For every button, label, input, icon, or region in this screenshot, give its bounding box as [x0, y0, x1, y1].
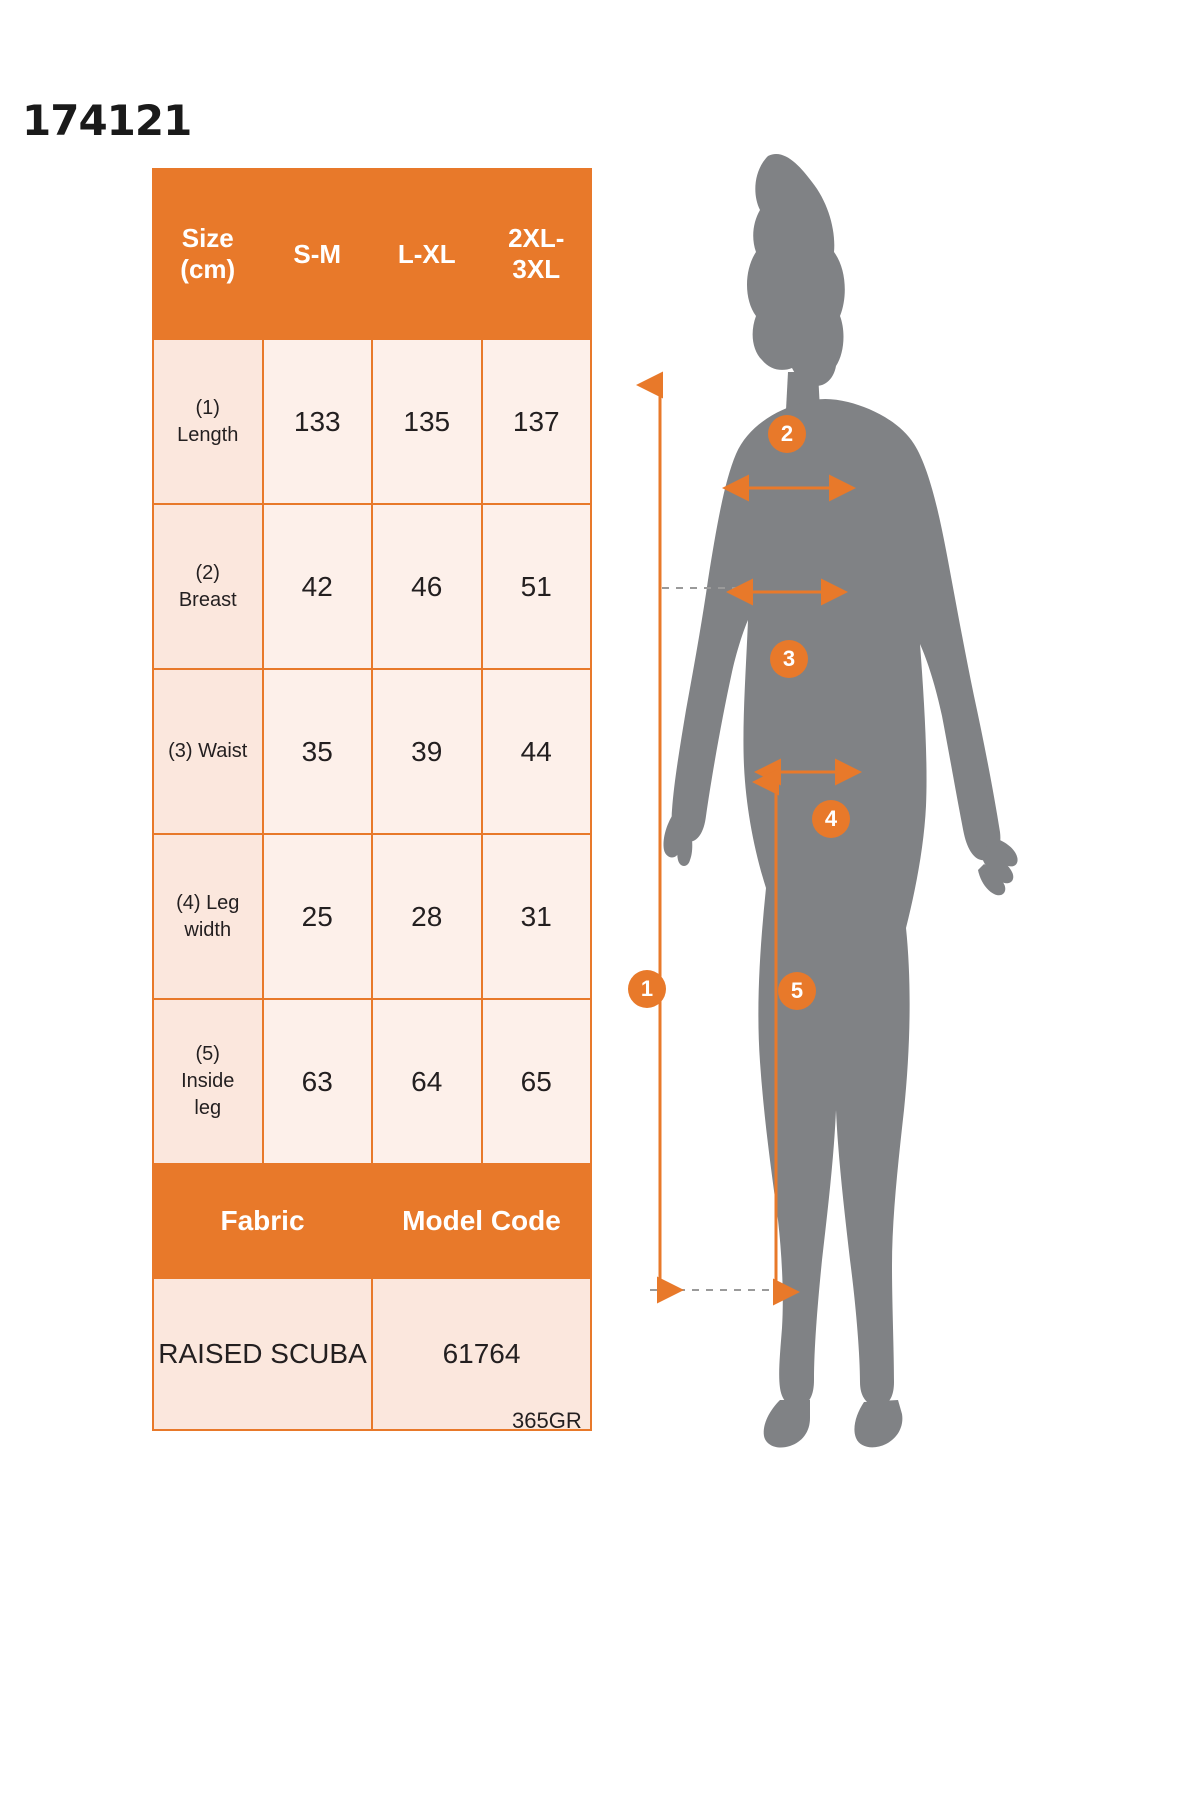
table-header-row: [153, 169, 591, 339]
cell-leg-width-s-m: 25: [263, 834, 373, 999]
badge-5: 5: [778, 972, 816, 1010]
header-model-code: Model Code: [372, 1164, 591, 1278]
cell-length-s-m: 133: [263, 339, 373, 504]
row-label-breast-line1: (2): [195, 561, 220, 584]
cell-fabric-value: RAISED SCUBA: [153, 1278, 372, 1430]
header-col3-line1: 2XL-: [508, 223, 565, 254]
cell-inside-leg-l-xl: 64: [372, 999, 482, 1164]
row-label-length-line1: (1): [195, 396, 220, 419]
row-label-breast-line2: Breast: [178, 588, 237, 611]
header-size-cm: [153, 169, 263, 339]
row-label-leg-width: [153, 834, 263, 999]
table-row: [153, 999, 591, 1164]
header-size-line2: (cm): [180, 254, 236, 284]
table-row: [153, 669, 591, 834]
header-col-2xl-3xl: [482, 169, 592, 339]
cell-breast-2xl-3xl: 51: [482, 504, 592, 669]
row-label-breast: [153, 504, 263, 669]
cell-model-code-value: 61764: [372, 1278, 591, 1430]
cell-breast-l-xl: 46: [372, 504, 482, 669]
cell-length-2xl-3xl: 137: [482, 339, 592, 504]
row-label-inside-leg-line3: leg: [194, 1097, 222, 1119]
gsm-note: 365GR: [512, 1408, 582, 1433]
female-silhouette-diagram: [620, 110, 1050, 1470]
table-row: [153, 834, 591, 999]
cell-leg-width-2xl-3xl: 31: [482, 834, 592, 999]
header-col3-line2: 3XL: [512, 254, 561, 284]
row-label-length: [153, 339, 263, 504]
header-fabric: Fabric: [153, 1164, 372, 1278]
product-code: 174121: [22, 96, 192, 145]
cell-waist-s-m: 35: [263, 669, 373, 834]
badge-4: 4: [812, 800, 850, 838]
cell-waist-l-xl: 39: [372, 669, 482, 834]
row-label-length-line2: Length: [177, 423, 239, 446]
table-row: [153, 504, 591, 669]
fabric-header-row: [153, 1164, 591, 1278]
badge-2: 2: [768, 415, 806, 453]
cell-length-l-xl: 135: [372, 339, 482, 504]
row-label-inside-leg-line2: Inside: [181, 1070, 235, 1092]
badge-3: 3: [770, 640, 808, 678]
row-label-waist-line1: (3) Waist: [168, 740, 248, 762]
header-col-l-xl: L-XL: [372, 169, 482, 339]
measurement-figure: [620, 110, 1050, 1470]
row-label-inside-leg: [153, 999, 263, 1164]
header-size-line1: Size: [181, 223, 234, 254]
cell-waist-2xl-3xl: 44: [482, 669, 592, 834]
cell-breast-s-m: 42: [263, 504, 373, 669]
header-col-s-m: S-M: [263, 169, 373, 339]
badge-1: 1: [628, 970, 666, 1008]
row-label-waist: [153, 669, 263, 834]
size-chart-table: [152, 168, 592, 1431]
table-row: [153, 339, 591, 504]
row-label-inside-leg-line1: (5): [195, 1043, 220, 1065]
cell-inside-leg-s-m: 63: [263, 999, 373, 1164]
row-label-leg-width-line1: (4) Leg: [176, 891, 240, 914]
silhouette-shape: [663, 154, 1017, 1447]
cell-inside-leg-2xl-3xl: 65: [482, 999, 592, 1164]
row-label-leg-width-line2: width: [184, 918, 232, 941]
cell-leg-width-l-xl: 28: [372, 834, 482, 999]
